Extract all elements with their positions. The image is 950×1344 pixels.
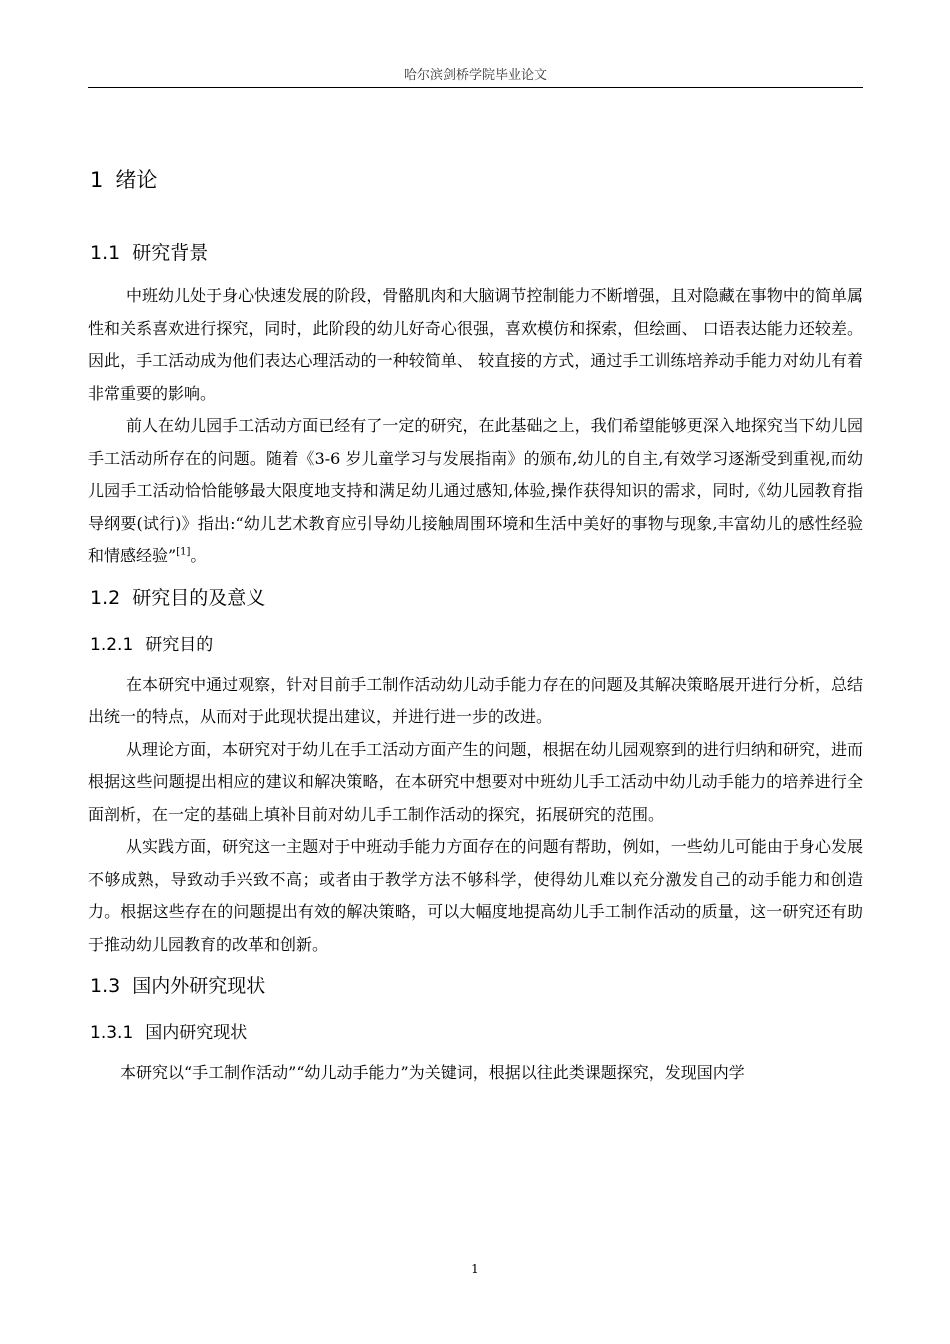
section-number: 1.1 <box>90 242 121 264</box>
document-body <box>88 150 863 1090</box>
paragraph: 从理论方面，本研究对于幼儿在手工活动方面产生的问题，根据在幼儿园观察到的进行归纳和研究，进而根据这些问题提出相应的建议和解决策略，在本研究中想要对中班幼儿手工活动中幼儿动手能力的培养进行全面剖析，在一定的基础上填补目前对幼儿手工制作活动的探究，拓展研究的范围。 <box>88 739 863 824</box>
citation-mark: [1] <box>176 546 191 558</box>
paragraph-text: 前人在幼儿园手工活动方面已经有了一定的研究，在此基础之上，我们希望能够更深入地探究当下幼儿园手工活动所存在的问题。随着《3-6 岁儿童学习与发展指南》的颁布,幼儿的自主,有效学习逐渐受到重视,而幼儿园手工活动恰恰能够最大限度地支持和满足幼儿通过感知,体验,操作获得知识的需求，同时,《幼儿园教育指导纲要(试行)》指出:“幼儿艺术教育应引导幼儿接触周围环境和生活中美好的事物与现象,丰富幼儿的感性经验和情感经验” <box>88 416 863 565</box>
section-number: 1.2 <box>90 586 121 609</box>
header-rule <box>88 87 863 88</box>
chapter-title: 绪论 <box>115 168 158 192</box>
paragraph: 从实践方面，研究这一主题对于中班动手能力方面存在的问题有帮助，例如，一些幼儿可能由于身心发展不够成熟，导致动手兴致不高；或者由于教学方法不够科学，使得幼儿难以充分激发自己的动手能力和创造力。根据这些存在的问题提出有效的解决策略，可以大幅度地提高幼儿手工制作活动的质量，这一研究还有助于推动幼儿园教育的改革和创新。 <box>88 837 863 954</box>
paragraph-with-citation <box>88 410 863 573</box>
section-title: 研究目的及意义 <box>132 586 266 609</box>
subsection-heading-1-2-1 <box>90 625 863 665</box>
section-title: 国内外研究现状 <box>132 975 266 997</box>
paragraph: 本研究以“手工制作活动”“幼儿动手能力”为关键词，根据以往此类课题探究，发现国内学 <box>120 1063 745 1082</box>
subsection-number: 1.3.1 <box>90 1023 134 1043</box>
section-number: 1.3 <box>90 975 121 997</box>
subsection-number: 1.2.1 <box>90 634 134 655</box>
page-number: 1 <box>471 1262 479 1276</box>
section-heading-1-3 <box>90 965 863 1007</box>
paragraph: 中班幼儿处于身心快速发展的阶段，骨骼肌肉和大脑调节控制能力不断增强，且对隐藏在事物中的简单属性和关系喜欢进行探究，同时，此阶段的幼儿好奇心很强，喜欢模仿和探索，但绘画、 口语表达能力还较差。因此，手工活动成为他们表达心理活动的一种较简单、 较直接的方式，通过手工训练培养动手能力对幼儿有着非常重要的影响。 <box>88 286 863 403</box>
subsection-heading-1-3-1 <box>90 1013 863 1053</box>
subsection-title: 国内研究现状 <box>145 1023 248 1043</box>
section-heading-1-1 <box>90 232 863 274</box>
paragraph-end: 。 <box>190 546 207 565</box>
chapter-number: 1 <box>90 168 104 192</box>
chapter-heading <box>90 164 863 194</box>
section-title: 研究背景 <box>132 242 209 264</box>
paragraph: 在本研究中通过观察，针对目前手工制作活动幼儿动手能力存在的问题及其解决策略展开进行分析，总结出统一的特点，从而对于此现状提出建议，并进行进一步的改进。 <box>88 674 863 726</box>
running-header: 哈尔滨剑桥学院毕业论文 <box>403 68 547 83</box>
subsection-title: 研究目的 <box>145 634 214 655</box>
section-heading-1-2 <box>90 577 863 619</box>
